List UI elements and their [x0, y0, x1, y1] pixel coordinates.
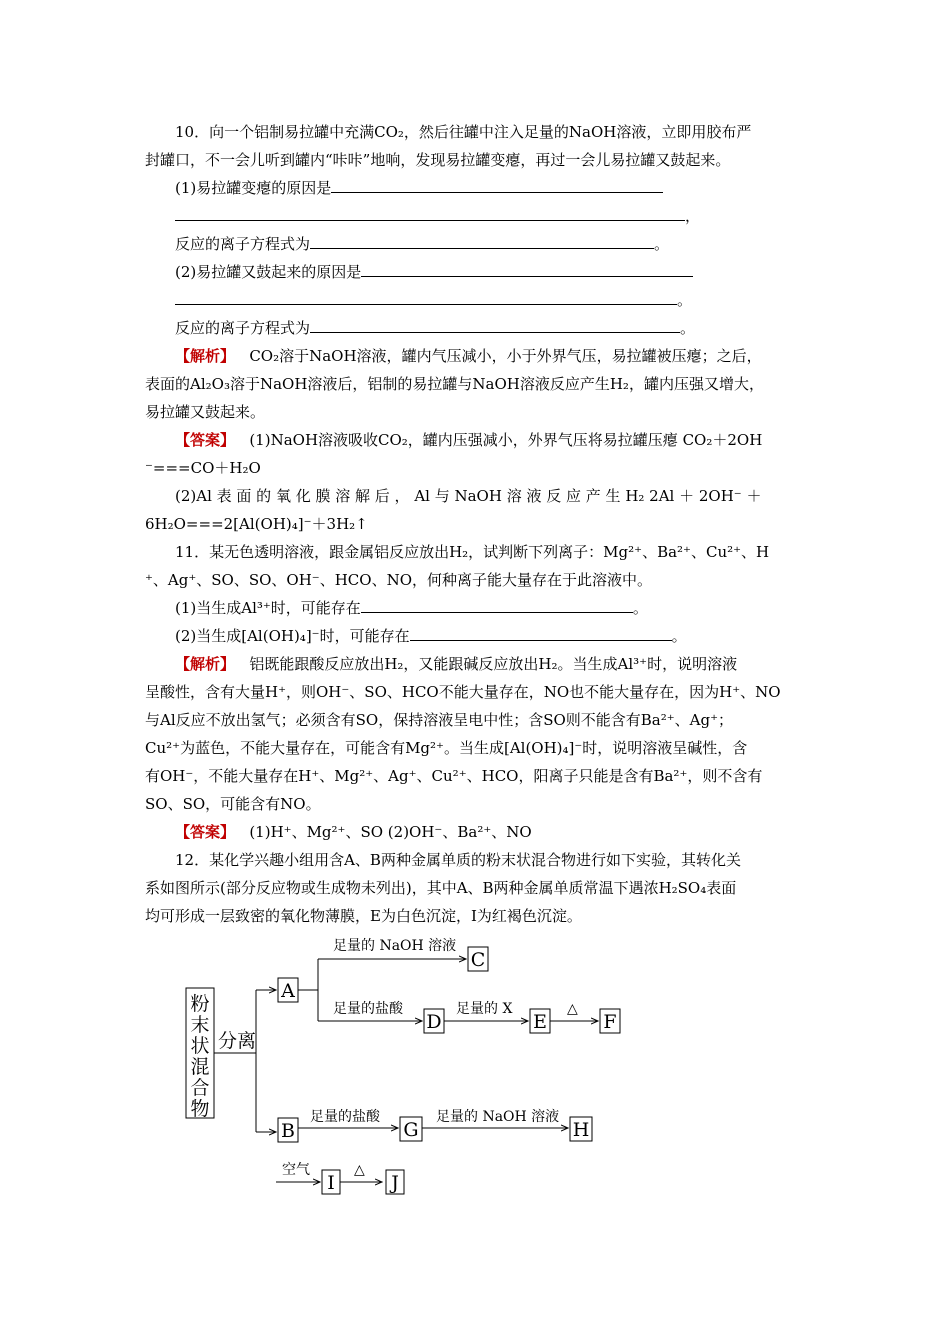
label-J: J — [391, 1172, 399, 1194]
answer-tag: 【答案】 — [175, 823, 236, 841]
q10-answer-line2: ⁻===CO＋H₂O — [145, 459, 261, 477]
q11-jiexi-line4: Cu²⁺为蓝色，不能大量存在，可能含有Mg²⁺。当生成[Al(OH)₄]⁻时，说明溶液呈碱性，含 — [145, 739, 748, 757]
jiexi-text: 铝既能跟酸反应放出H₂，又能跟碱反应放出H₂。当生成Al³⁺时，说明溶液 — [249, 655, 738, 673]
label-I: I — [327, 1172, 335, 1194]
q10-jiexi-line3: 易拉罐又鼓起来。 — [145, 403, 266, 421]
separate-label: 分离 — [218, 1030, 257, 1052]
q10-jiexi-line2: 表面的Al₂O₃溶于NaOH溶液后，铝制的易拉罐与NaOH溶液反应产生H₂，罐内压强又增大， — [145, 375, 764, 393]
mixture-char: 粉 — [190, 993, 210, 1015]
q11-part1-label: (1)当生成Al³⁺时，可能存在 — [175, 599, 361, 617]
q12-stem-line1: 12．某化学兴趣小组用含A、B两种金属单质的粉末状混合物进行如下实验，其转化关 — [175, 851, 741, 869]
label-naoh-2: 足量的 NaOH 溶液 — [436, 1109, 560, 1125]
mixture-char: 混 — [190, 1056, 210, 1078]
label-C: C — [470, 949, 486, 971]
answer-text: (1)NaOH溶液吸收CO₂，罐内压强减小，外界气压将易拉罐压瘪 CO₂＋2OH — [249, 431, 763, 449]
label-naoh-1: 足量的 NaOH 溶液 — [333, 938, 457, 954]
q10-stem-line1: 10．向一个铝制易拉罐中充满CO₂，然后往罐中注入足量的NaOH溶液，立即用胶布严 — [175, 123, 752, 141]
label-G: G — [403, 1119, 419, 1141]
q10-answer-line3: (2)Al 表 面 的 氧 化 膜 溶 解 后 ， Al 与 NaOH 溶 液 反 应 产 生 H₂ 2Al ＋ 2OH⁻ ＋ — [175, 487, 762, 505]
q11-jiexi-line2: 呈酸性，含有大量H⁺，则OH⁻、SO、HCO不能大量存在，NO也不能大量存在，因为H⁺、NO — [145, 683, 781, 701]
label-heat-2: △ — [354, 1162, 365, 1178]
label-heat-1: △ — [567, 1001, 578, 1017]
label-D: D — [426, 1011, 442, 1033]
label-E: E — [533, 1011, 547, 1033]
jiexi-tag: 【解析】 — [175, 655, 236, 673]
period: 。 — [680, 319, 696, 337]
answer-tag: 【答案】 — [175, 431, 236, 449]
jiexi-text: CO₂溶于NaOH溶液，罐内气压减小，小于外界气压，易拉罐被压瘪；之后， — [249, 347, 762, 365]
label-B: B — [281, 1120, 295, 1142]
q11-stem-line2: ⁺、Ag⁺、SO、SO、OH⁻、HCO、NO，何种离子能大量存在于此溶液中。 — [145, 571, 652, 589]
q11-stem-line1: 11．某无色透明溶液，跟金属铝反应放出H₂，试判断下列离子：Mg²⁺、Ba²⁺、Cu²⁺、H — [175, 543, 770, 561]
label-A: A — [281, 980, 295, 1002]
label-x: 足量的 X — [456, 1001, 513, 1017]
q10-part2-label: (2)易拉罐又鼓起来的原因是 — [175, 263, 362, 281]
label-H: H — [572, 1119, 590, 1141]
label-air: 空气 — [282, 1162, 310, 1178]
label-hcl-1: 足量的盐酸 — [333, 1001, 403, 1017]
mixture-char: 状 — [190, 1035, 210, 1057]
q11-jiexi-line6: SO、SO，可能含有NO。 — [145, 795, 321, 813]
label-F: F — [603, 1011, 617, 1033]
eq-label: 反应的离子方程式为 — [175, 235, 311, 253]
eq-label: 反应的离子方程式为 — [175, 319, 311, 337]
q12-stem-line2: 系如图所示(部分反应物或生成物未列出)，其中A、B两种金属单质常温下遇浓H₂SO₄表面 — [145, 879, 737, 897]
period: 。 — [654, 235, 670, 253]
period: 。 — [677, 291, 693, 309]
mixture-char: 末 — [190, 1014, 210, 1036]
jiexi-tag: 【解析】 — [175, 347, 236, 365]
q10-part1-label: (1)易拉罐变瘪的原因是 — [175, 179, 332, 197]
q11-jiexi-line5: 有OH⁻，不能大量存在H⁺、Mg²⁺、Ag⁺、Cu²⁺、HCO，阳离子只能是含有Ba²⁺，则不含有 — [145, 767, 763, 785]
label-hcl-2: 足量的盐酸 — [310, 1109, 380, 1125]
q10-stem-line2: 封罐口，不一会儿听到罐内“咔咔”地响，发现易拉罐变瘪，再过一会儿易拉罐又鼓起来。 — [145, 151, 731, 169]
answer-text: (1)H⁺、Mg²⁺、SO (2)OH⁻、Ba²⁺、NO — [249, 823, 532, 841]
q10-answer-line4: 6H₂O===2[Al(OH)₄]⁻＋3H₂↑ — [145, 515, 368, 533]
q12-stem-line3: 均可形成一层致密的氧化物薄膜，E为白色沉淀，I为红褐色沉淀。 — [145, 907, 582, 925]
period: 。 — [632, 599, 648, 617]
period: 。 — [671, 627, 687, 645]
mixture-char: 合 — [190, 1077, 210, 1099]
q11-part2-label: (2)当生成[Al(OH)₄]⁻时，可能存在 — [175, 627, 410, 645]
mixture-char: 物 — [190, 1098, 210, 1120]
comma: ， — [685, 207, 701, 225]
q11-jiexi-line3: 与Al反应不放出氢气；必须含有SO，保持溶液呈电中性；含SO则不能含有Ba²⁺、Ag⁺； — [145, 711, 734, 729]
